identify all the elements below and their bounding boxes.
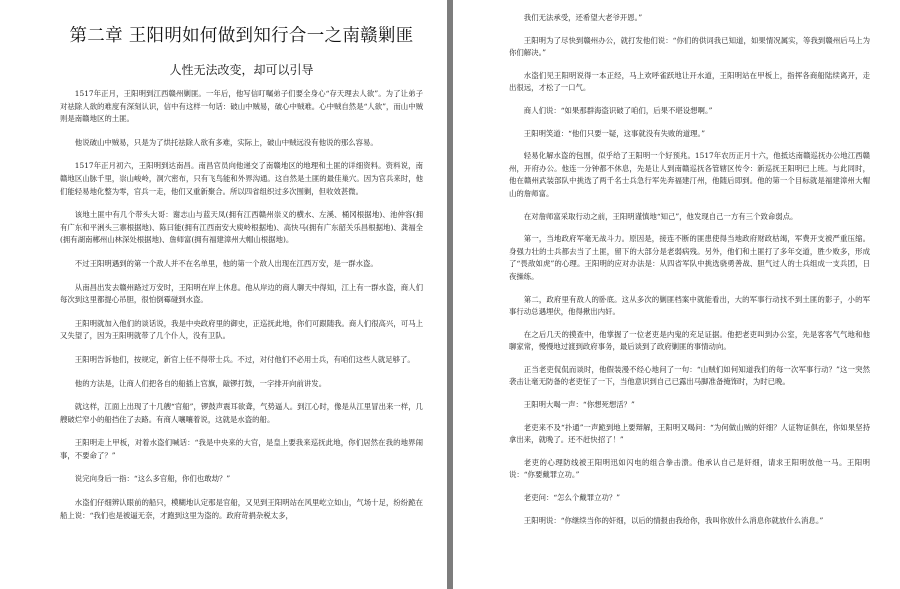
- paragraph: 在之后几天的摸查中，他掌握了一位老吏是内鬼的充足证据。他把老吏叫到办公室，先是客客气气地和他聊家常，慢慢地过渡到政府事务，最后谈到了政府剿匪的事情动向。: [509, 329, 870, 352]
- right-page: [453, 0, 900, 589]
- paragraph: 水盗们仔细辨认眼前的船只，模糊地认定那是官船，又见到王阳明站在风里屹立如山，气场十足，纷纷跪在船上说：“我们也是被逼无奈，才跑到这里为盗的。政府苛捐杂税太多，: [60, 498, 423, 520]
- right-page-body: [509, 12, 870, 527]
- paragraph: 不过王阳明遇到的第一个敌人并不在名单里，他的第一个敌人出现在江西万安，是一群水盗。: [74, 258, 378, 268]
- paragraph: 他说破山中贼易，只是为了烘托祛除人欲有多难，实际上，破山中贼远没有他说的那么容易。: [74, 137, 378, 147]
- paragraph: 商人们说：“如果那群海盗识破了咱们，后果不堪设想啊。”: [523, 105, 713, 115]
- paragraph: 从南昌出发去赣州路过万安时，王阳明在岸上休息。他从岸边的商人聊天中得知，江上有一群水盗，商人们每次到这里都提心吊胆，很怕倒霉碰到水盗。: [60, 282, 423, 305]
- paragraph: 王阳明为了尽快到赣州办公，就打发他们说：“你们的供词我已知道，如果情况属实，等我到赣州后马上为你们解决。”: [509, 35, 870, 58]
- paragraph: 1517年正月，王阳明到江西赣州剿匪。一年后，他写信叮嘱弟子们要全身心“存天理去人欲”。为了让弟子对祛除人欲的难度有深刻认识，信中有这样一句话：破山中贼易，破心中贼难。心中贼自然是“人欲”，而山中贼则是南赣地区的土匪。: [60, 89, 423, 124]
- paragraph: 王阳明笑道：“他们只要一疑，这事就没有失败的道理。”: [523, 128, 706, 138]
- paragraph: 老吏来不及“扑通”一声跪到地上要辩解，王阳明又喝问：“为何做山贼的奸细？人证物证俱在，你如果坚持拿出来，就晚了。还不赶快招了！”: [509, 422, 870, 445]
- paragraph: 正当老吏侃侃而谈时，他假装漫不经心地问了一句：“山贼们如何知道我们的每一次军事行动？”这一突然袭击让毫无防备的老吏怔了一下，当他意识到自己已露出马脚准备掩饰时，为时已晚。: [509, 364, 870, 387]
- chapter-title: 第二章 王阳明如何做到知行合一之南赣剿匪: [69, 26, 414, 46]
- paragraph: 王阳明就加入他们的谈话说，我是中央政府里的御史，正巡抚此地，你们可跟随我。商人们很高兴，可马上又失望了，因为王阳明就带了几个仆人，没有卫队。: [60, 318, 423, 341]
- paragraph: 第二，政府里有敌人的卧底。这从多次的剿匪档案中就能看出，大的军事行动找不到土匪的影子，小的军事行动总遇埋伏，他得揪出内奸。: [509, 294, 870, 317]
- paragraph: 他的方法是，让商人们把各自的船插上官旗，敲锣打鼓，一字排开向前讲发。: [74, 378, 327, 388]
- left-page: [0, 0, 447, 589]
- paragraph: 该地土匪中有几个带头大哥：谢志山与蓝天凤(拥有江西赣州崇义的横水、左溪、桶冈根据地)、池仲容(拥有广东和平浰头三寨根据地)、陈曰能(拥有江西南安大庾岭根据地)、高快马(拥有广东韶关乐昌根据地)、龚福全(拥有湖南郴州山林深处根据地)、詹师富(拥有福建漳州大帽山根据地)。: [60, 210, 423, 245]
- chapter-subtitle: 人性无法改变，却可以引导: [169, 63, 314, 77]
- paragraph: 老吏的心理防线被王阳明迅如闪电的组合拳击溃。他承认自己是奸细，请求王阳明放他一马。王阳明说：“你要戴罪立功。”: [509, 457, 870, 480]
- paragraph: 老吏问：“怎么个戴罪立功？”: [523, 493, 621, 503]
- left-page-body: [60, 88, 423, 522]
- paragraph: 王阳明走上甲板，对着水盗们喊话：“我是中央来的大官，是皇上要我来巡抚此地，你们居然在我的地界闹事，不要命了？”: [60, 438, 423, 460]
- paragraph: 说完向身后一指：“这么多官船，你们也敢劫？”: [74, 474, 231, 484]
- paragraph: 水盗们见王阳明说得一本正经，马上欢呼雀跃地让开水道，王阳明站在甲板上，指挥各商船陆续离开，走出很远，才松了一口气。: [509, 70, 870, 93]
- paragraph: 第一，当地政府军毫无战斗力。原因是，接连不断的匪患使得当地政府财政枯竭，军费开支被严重压缩。身强力壮的士兵都去当了土匪，留下的大部分是老弱病残。另外，他们和土匪打了多年交道，胜少败多，形成了“畏敌如虎”的心理。王阳明的应对办法是：从四省军队中挑选骁勇善战、胆气过人的士兵组成一支兵团，日夜操练。: [509, 234, 870, 281]
- paragraph: 轻易化解水盗的包围，似乎给了王阳明一个好预兆。1517年农历正月十六，他抵达南赣巡抚办公地江西赣州，开府办公。他连一分钟都不休息，先是让人到南赣巡抚各管辖区传令：新巡抚王阳明已上班。与此同时，他在赣州武装部队中挑选了两千名士兵急行军先奔福建汀州，他随后即到。他的第一个目标就是福建漳州大帽山的詹师富。: [509, 151, 870, 198]
- paragraph: 在对詹师富采取行动之前，王阳明谨慎地“知己”，他发现自己一方有三个致命弱点。: [523, 211, 798, 221]
- paragraph: 王阳明大喝一声：“你想死想活？”: [523, 400, 635, 410]
- paragraph: 王阳明告诉他们，按规定，新官上任不得带士兵。不过，对付他们不必用士兵，有咱们这些人就足够了。: [74, 354, 415, 364]
- paragraph: 王阳明说：“你继续当你的奸细，以后的情报由我给你，我叫你放什么消息你就放什么消息。”: [523, 515, 824, 525]
- paragraph: 1517年正月初六，王阳明到达南昌。南昌官员向他递交了南赣地区的地理和土匪的详细资料。资料说，南赣地区山脉千里，崇山峻岭，洞穴密布，只有飞鸟能和外界沟通。这自然是土匪的最佳巢穴。因为官兵来时，他们能轻易地化整为零，官兵一走，他们又重新聚合。所以四省组织过多次围剿，但收效甚微。: [60, 161, 423, 196]
- paragraph: 就这样，江面上出现了十几艘“官船”，锣鼓声震耳欲聋，气势逼人。到江心时，像是从江里冒出来一样，几艘破烂窄小的船挡住了去路。有商人嚷嚷着说，这就是水盗的船。: [60, 402, 423, 424]
- paragraph: 我们无法承受，还希望大老爷开恩。”: [523, 13, 643, 22]
